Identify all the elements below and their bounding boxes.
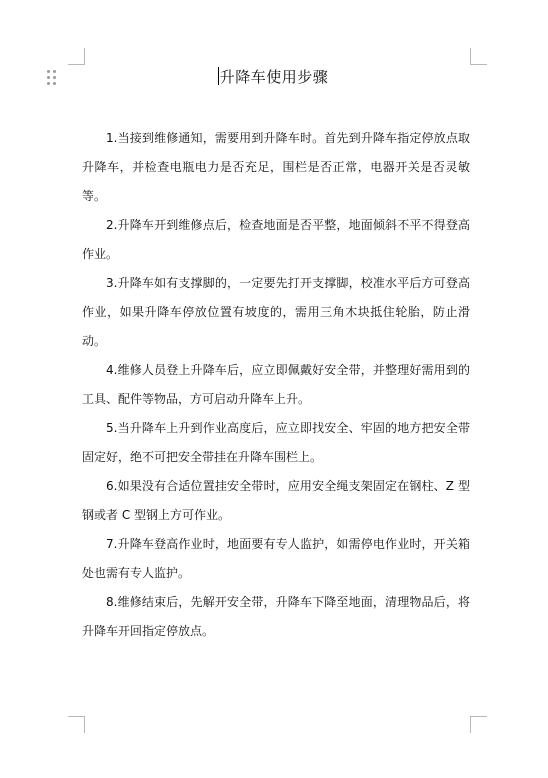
- step-paragraph-3: 3.升降车如有支撑脚的，一定要先打开支撑脚，校准水平后方可登高作业，如果升降车停放位置有坡度的，需用三角木块抵住轮胎，防止滑动。: [82, 276, 470, 348]
- margin-mark-top-right: [470, 48, 487, 65]
- step-paragraph-8: 8.维修结束后，先解开安全带，升降车下降至地面，清理物品后，将升降车开回指定停放点。: [82, 595, 470, 638]
- text-cursor: [218, 67, 219, 85]
- title-block: [0, 66, 548, 87]
- step-paragraph-7: 7.升降车登高作业时，地面要有专人监护，如需停电作业时，开关箱处也需有专人监护。: [82, 537, 470, 580]
- step-paragraph-2: 2.升降车开到维修点后，检查地面是否平整，地面倾斜不平不得登高作业。: [82, 218, 470, 261]
- step-paragraph-6: 6.如果没有合适位置挂安全带时，应用安全绳支架固定在钢柱、Z 型钢或者 C 型钢上方可作业。: [82, 479, 470, 522]
- document-title[interactable]: [220, 66, 329, 87]
- step-paragraph-4: 4.维修人员登上升降车后，应立即佩戴好安全带，并整理好需用到的工具、配件等物品，方可启动升降车上升。: [82, 363, 470, 406]
- step-paragraph-1: 1.当接到维修通知，需要用到升降车时。首先到升降车指定停放点取升降车，并检查电瓶电力是否充足，围栏是否正常，电器开关是否灵敏等。: [82, 131, 470, 203]
- step-paragraph-5: 5.当升降车上升到作业高度后，应立即找安全、牢固的地方把安全带固定好，绝不可把安全带挂在升降车围栏上。: [82, 421, 470, 464]
- margin-mark-top-left: [68, 48, 85, 65]
- margin-mark-bottom-left: [68, 716, 85, 733]
- document-title-text: 升降车使用步骤: [219, 68, 329, 86]
- document-body[interactable]: [82, 124, 470, 646]
- margin-mark-bottom-right: [470, 716, 487, 733]
